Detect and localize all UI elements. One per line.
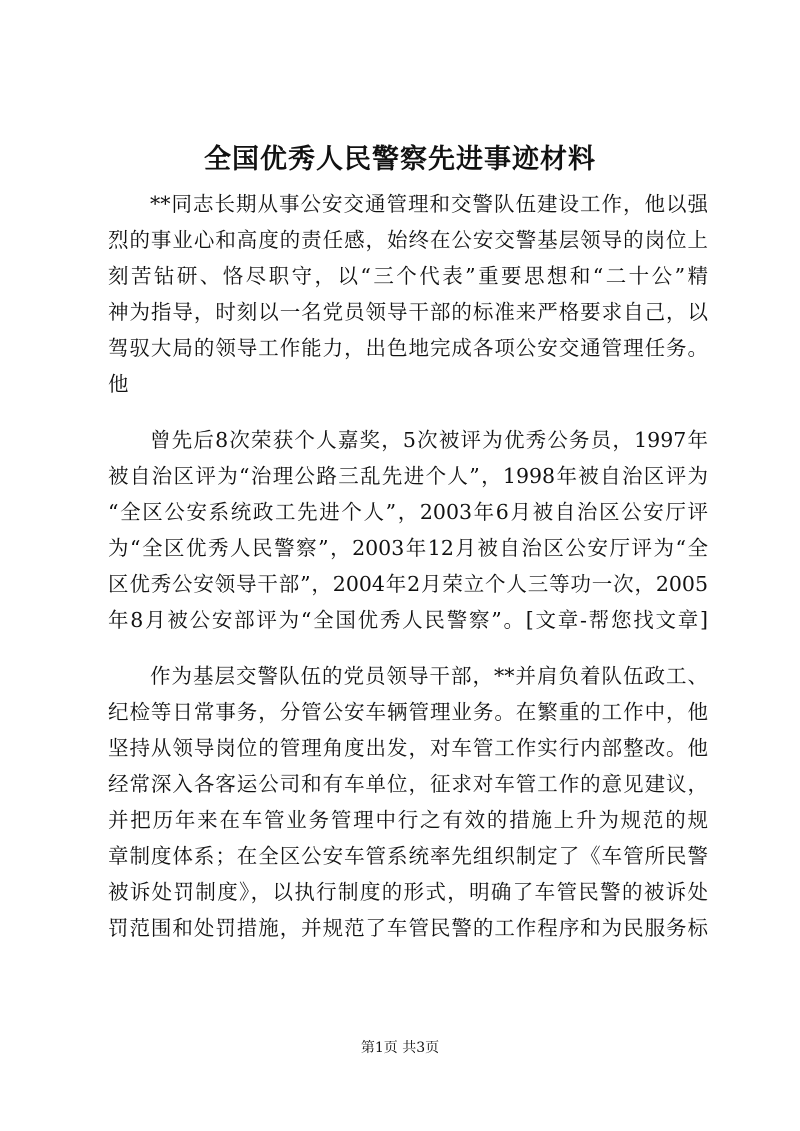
paragraph-1-line-4: 神为指导，时刻以一名党员领导干部的标准来严格要求自己，以 — [108, 300, 708, 324]
paragraph-3-line-1: 作为基层交警队伍的党员领导干部，**并肩负着队伍政工、 — [150, 664, 708, 688]
paragraph-3-line-4: 经常深入各客运公司和有车单位，征求对车管工作的意见建议， — [108, 772, 708, 796]
paragraph-2-line-1: 曾先后8次荣获个人嘉奖，5次被评为优秀公务员，1997年 — [150, 428, 708, 452]
paragraph-3-line-6: 章制度体系；在全区公安车管系统率先组织制定了《车管所民警 — [108, 844, 708, 868]
paragraph-2-line-2: 被自治区评为“治理公路三乱先进个人”，1998年被自治区评为 — [108, 464, 708, 488]
paragraph-3-line-2: 纪检等日常事务，分管公安车辆管理业务。在繁重的工作中，他 — [108, 700, 708, 724]
paragraph-2-line-5: 区优秀公安领导干部”，2004年2月荣立个人三等功一次，2005 — [108, 572, 708, 596]
paragraph-3-line-8: 罚范围和处罚措施，并规范了车管民警的工作程序和为民服务标 — [108, 916, 708, 940]
paragraph-1-line-1: **同志长期从事公安交通管理和交警队伍建设工作，他以强 — [150, 192, 708, 216]
paragraph-2-line-4: 为“全区优秀人民警察”，2003年12月被自治区公安厅评为“全 — [108, 536, 708, 560]
paragraph-1-line-3: 刻苦钻研、恪尽职守，以“三个代表”重要思想和“二十公”精 — [108, 264, 708, 288]
paragraph-3-line-5: 并把历年来在车管业务管理中行之有效的措施上升为规范的规 — [108, 808, 708, 832]
paragraph-3-line-7: 被诉处罚制度》，以执行制度的形式，明确了车管民警的被诉处 — [108, 880, 708, 904]
paragraph-1-line-5: 驾驭大局的领导工作能力，出色地完成各项公安交通管理任务。 — [108, 336, 708, 360]
paragraph-1-line-6: 他 — [108, 372, 129, 396]
paragraph-2-line-6: 年8月被公安部评为“全国优秀人民警察”。[文章-帮您找文章] — [108, 608, 708, 632]
paragraph-2-line-3: “全区公安系统政工先进个人”，2003年6月被自治区公安厅评 — [108, 500, 708, 524]
document-title: 全国优秀人民警察先进事迹材料 — [204, 144, 596, 175]
paragraph-3-line-3: 坚持从领导岗位的管理角度出发，对车管工作实行内部整改。他 — [108, 736, 708, 760]
page-number: 第1页 共3页 — [360, 1040, 440, 1056]
paragraph-1-line-2: 烈的事业心和高度的责任感，始终在公安交警基层领导的岗位上 — [108, 228, 708, 252]
